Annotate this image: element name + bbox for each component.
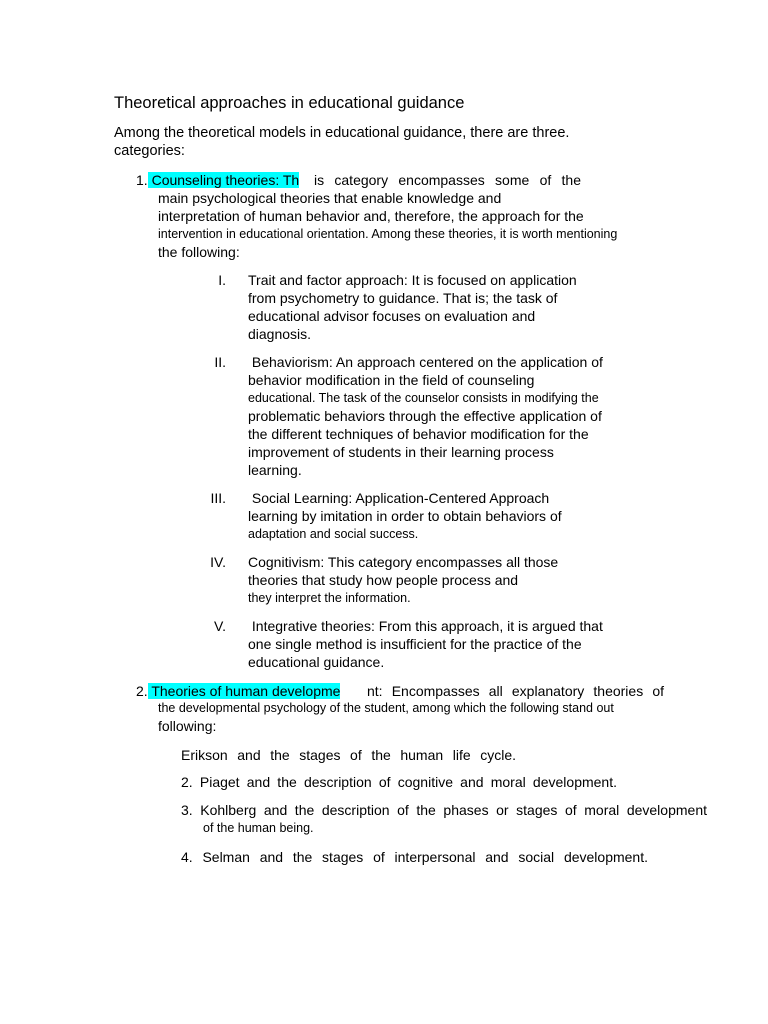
item-v-line-1: Integrative theories: From this approach, it is argued that — [248, 618, 603, 634]
item-ii-line-3: educational. The task of the counselor consists in modifying the — [248, 391, 599, 405]
section-2-heading — [136, 682, 664, 700]
development-item-1: Erikson and the stages of the human life cycle. — [181, 747, 516, 763]
item-i-line-4: diagnosis. — [248, 326, 312, 342]
item-ii-line-2: behavior modification in the field of counseling — [248, 372, 535, 388]
item-i-line-2: from psychometry to guidance. That is; the task of — [248, 290, 558, 306]
item-iii-line-3: adaptation and social success. — [248, 527, 419, 541]
section-1-line-2: main psychological theories that enable knowledge and — [158, 190, 502, 206]
item-iii-line-2: learning by imitation in order to obtain behaviors of — [248, 508, 562, 524]
item-ii-line-6: improvement of students in their learning process — [248, 444, 554, 460]
section-1-line-4: intervention in educational orientation. Among these theories, it is worth mentioning — [158, 227, 618, 241]
development-item-4: 4. Selman and the stages of interpersonal and social development. — [181, 849, 648, 865]
section-1-line-3: interpretation of human behavior and, therefore, the approach for the — [158, 208, 584, 224]
intro-line-2: categories: — [114, 143, 185, 159]
section-2-line-1-rest: nt: Encompasses all explanatory theories of — [367, 683, 664, 699]
development-item-2: 2. Piaget and the description of cognitive and moral development. — [181, 774, 617, 790]
item-iv-line-3: they interpret the information. — [248, 591, 411, 605]
section-2-line-3: following: — [158, 718, 217, 734]
item-v-line-3: educational guidance. — [248, 654, 385, 670]
item-numeral: IV. — [210, 554, 226, 570]
item-iv-line-2: theories that study how people process and — [248, 572, 519, 588]
item-numeral: II. — [214, 354, 226, 370]
section-2-number: 2. — [136, 683, 148, 699]
section-1-highlight: Counseling theories: Th — [147, 172, 300, 188]
item-ii-line-1: Behaviorism: An approach centered on the application of — [248, 354, 603, 370]
section-1-number: 1. — [136, 172, 148, 188]
section-1-line-1-rest: is category encompasses some of the — [314, 172, 581, 188]
item-iv-line-1: Cognitivism: This category encompasses all those — [248, 554, 559, 570]
item-numeral: I. — [218, 272, 226, 288]
section-2-highlight: Theories of human developme — [147, 683, 341, 699]
section-2-line-2: the developmental psychology of the student, among which the following stand out — [158, 701, 614, 715]
section-1-line-5: the following: — [158, 244, 240, 260]
item-ii-line-4: problematic behaviors through the effective application of — [248, 408, 602, 424]
document-title: Theoretical approaches in educational guidance — [114, 94, 465, 112]
development-item-3: 3. Kohlberg and the description of the phases or stages of moral development — [181, 802, 707, 818]
item-numeral: III. — [210, 490, 226, 506]
item-ii-line-7: learning. — [248, 462, 302, 478]
item-i-line-3: educational advisor focuses on evaluation and — [248, 308, 536, 324]
item-numeral: V. — [214, 618, 226, 634]
item-v-line-2: one single method is insufficient for the practice of the — [248, 636, 582, 652]
section-1-heading — [136, 171, 581, 189]
development-item-3-continuation: of the human being. — [203, 821, 314, 835]
item-i-line-1: Trait and factor approach: It is focused on application — [248, 272, 577, 288]
intro-line-1: Among the theoretical models in educational guidance, there are three. — [114, 125, 570, 141]
item-ii-line-5: the different techniques of behavior modification for the — [248, 426, 589, 442]
item-iii-line-1: Social Learning: Application-Centered Approach — [248, 490, 550, 506]
